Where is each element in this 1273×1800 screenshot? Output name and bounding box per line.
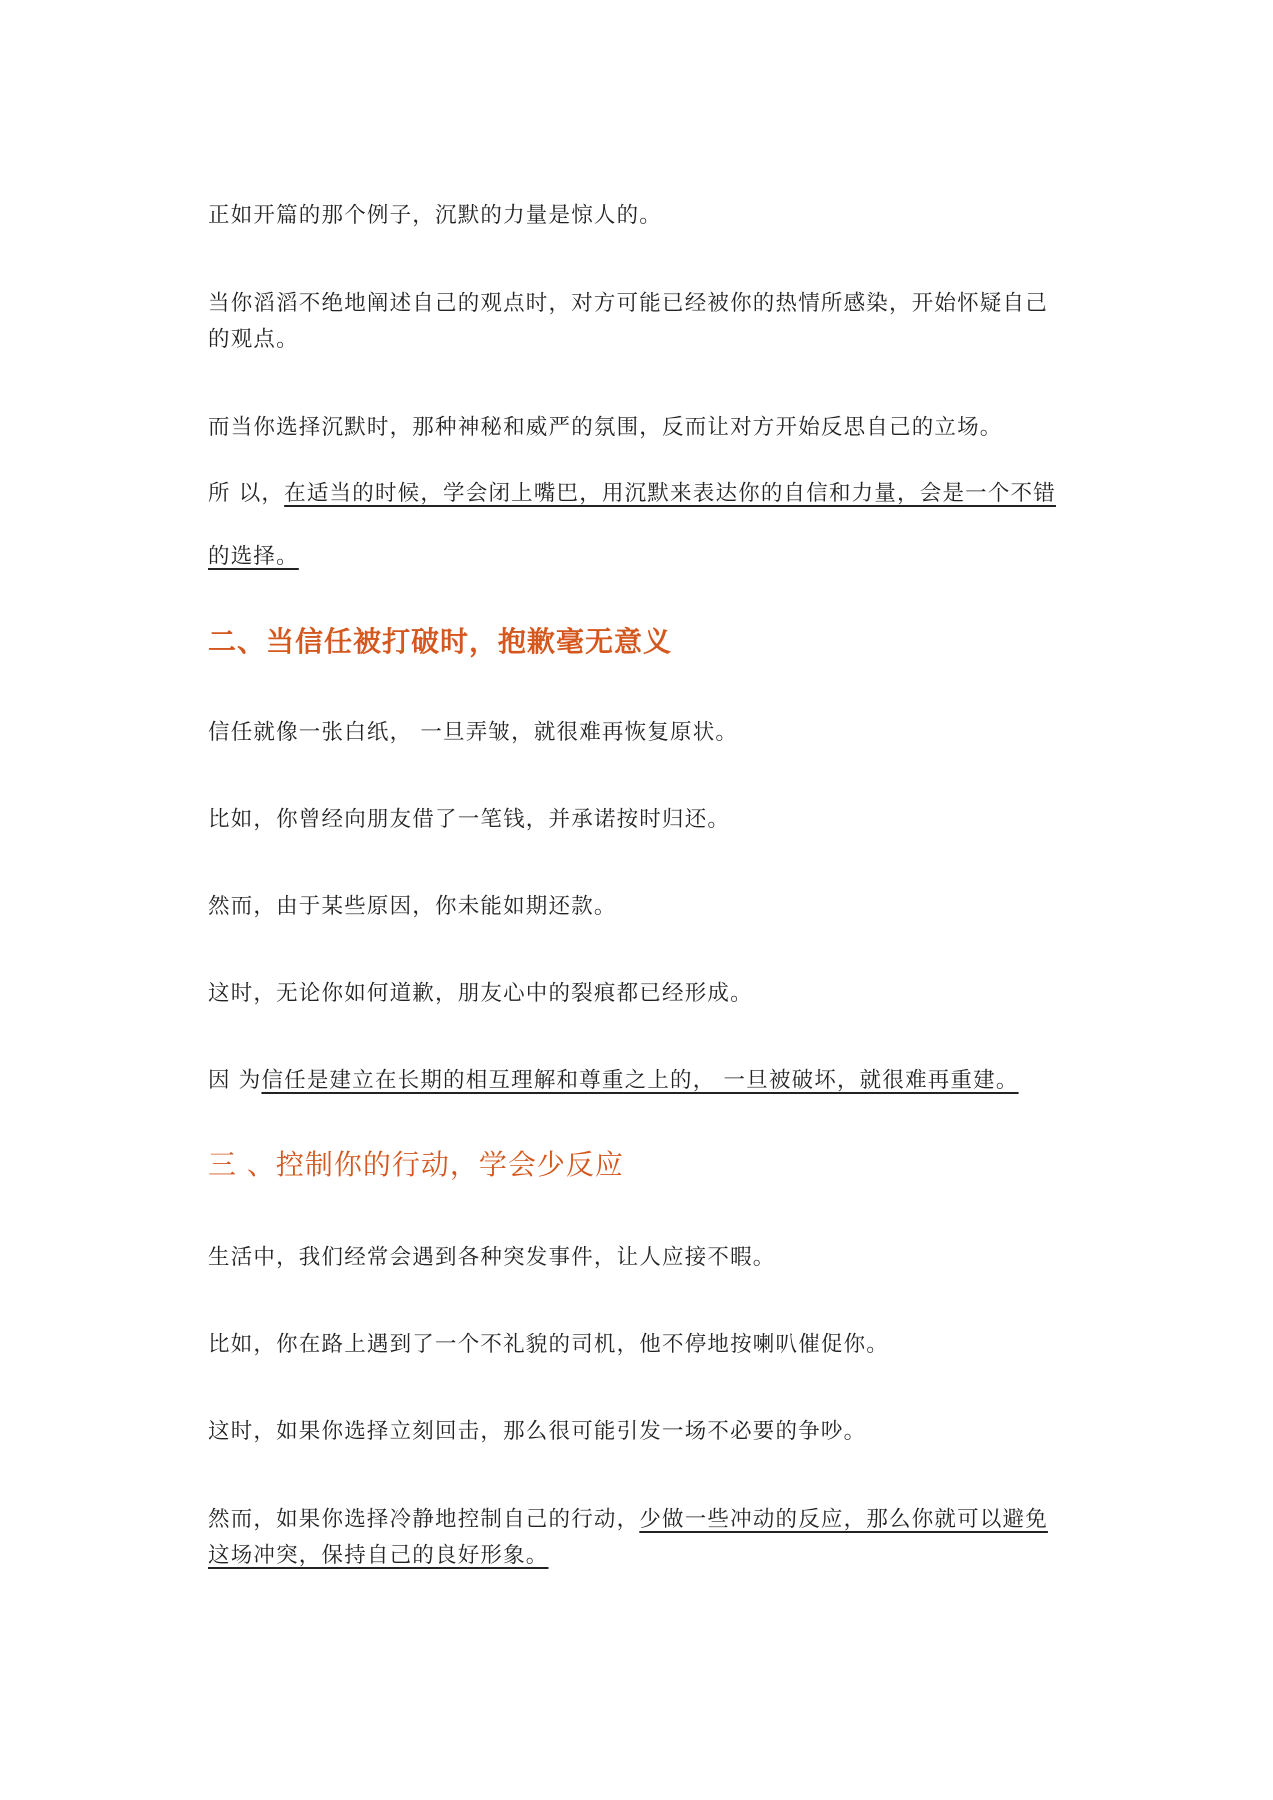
paragraph-text: 而当你选择沉默时，那种神秘和威严的氛围，反而让对方开始反思自己的立场。 <box>208 415 1003 440</box>
paragraph <box>208 1327 1070 1363</box>
paragraph-text: 这时，如果你选择立刻回击，那么很可能引发一场不必要的争吵。 <box>208 1419 867 1444</box>
paragraph-text: 这时，无论你如何道歉，朋友心中的裂痕都已经形成。 <box>208 981 753 1006</box>
paragraph <box>208 715 1070 751</box>
paragraph <box>208 1414 1070 1450</box>
paragraph <box>208 198 1070 234</box>
paragraph-text: 比如，你曾经向朋友借了一笔钱，并承诺按时归还。 <box>208 807 731 832</box>
underlined-text: 信任是建立在长期的相互理解和尊重之上的， 一旦被破坏，就很难再重建。 <box>261 1068 1019 1093</box>
paragraph <box>208 976 1070 1012</box>
paragraph <box>208 802 1070 838</box>
paragraph <box>208 889 1070 925</box>
paragraph <box>208 410 1070 446</box>
underlined-text: 在适当的时候，学会闭上嘴巴，用沉默来表达你的自信和力量，会是一个不错的选择。 <box>208 481 1056 569</box>
paragraph-text: 信任就像一张白纸， 一旦弄皱，就很难再恢复原状。 <box>208 720 739 745</box>
paragraph-lead: 所 以， <box>208 481 285 506</box>
paragraph-lead: 然而，如果你选择冷静地控制自己的行动， <box>208 1507 640 1532</box>
underlined-text: 少做一些冲动的反应，那么你就可以避免这场冲突，保持自己的良好形象。 <box>208 1507 1048 1568</box>
paragraph <box>208 462 1070 588</box>
paragraph <box>208 1502 1070 1574</box>
paragraph-text: 比如，你在路上遇到了一个不礼貌的司机，他不停地按喇叭催促你。 <box>208 1332 890 1357</box>
paragraph <box>208 1240 1070 1276</box>
paragraph-text: 当你滔滔不绝地阐述自己的观点时，对方可能已经被你的热情所感染，开始怀疑自己的观点。 <box>208 291 1048 352</box>
paragraph-lead: 因 为 <box>208 1068 262 1093</box>
section-heading <box>208 1145 624 1185</box>
paragraph-text: 生活中，我们经常会遇到各种突发事件，让人应接不暇。 <box>208 1245 776 1270</box>
paragraph-text: 正如开篇的那个例子，沉默的力量是惊人的。 <box>208 203 663 228</box>
paragraph <box>208 1063 1070 1099</box>
section-heading-text: 三 、控制你的行动，学会少反应 <box>208 1148 624 1181</box>
paragraph-text: 然而，由于某些原因，你未能如期还款。 <box>208 894 617 919</box>
section-heading <box>208 622 672 662</box>
paragraph <box>208 286 1070 358</box>
section-heading-text: 二、当信任被打破时，抱歉毫无意义 <box>208 625 673 658</box>
